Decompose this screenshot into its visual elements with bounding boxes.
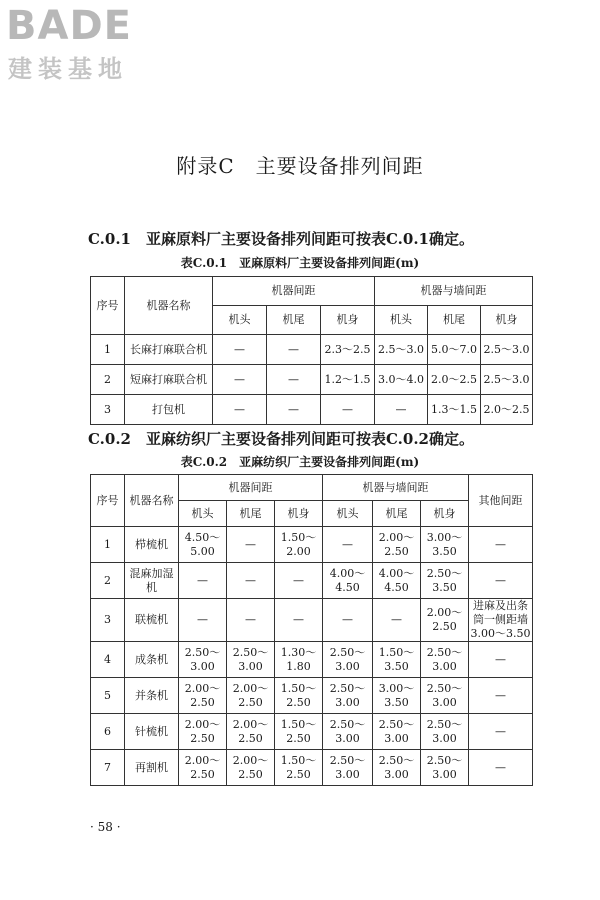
cell-value: 2.00～2.50	[227, 714, 275, 750]
cell-value: 2.50～3.00	[421, 642, 469, 678]
cell-value: 2.50～3.00	[323, 642, 373, 678]
subheader-head: 机头	[213, 306, 267, 335]
table-c01	[90, 276, 533, 425]
cell-value: 2.00～2.50	[227, 678, 275, 714]
cell-value: 2.50～3.00	[421, 750, 469, 786]
cell-value: 1.50～2.00	[275, 527, 323, 563]
cell-machine: 打包机	[125, 395, 213, 425]
cell-value: 1.30～1.80	[275, 642, 323, 678]
cell-value: —	[375, 395, 428, 425]
cell-machine: 联梳机	[125, 599, 179, 642]
cell-machine: 混麻加湿机	[125, 563, 179, 599]
header-wall-spacing: 机器与墙间距	[375, 277, 533, 306]
cell-value: —	[323, 527, 373, 563]
cell-value: 5.0～7.0	[428, 335, 481, 365]
cell-machine: 再割机	[125, 750, 179, 786]
cell-value: 3.00～3.50	[373, 678, 421, 714]
cell-value: 2.00～2.50	[421, 599, 469, 642]
cell-value: 2.00～2.50	[227, 750, 275, 786]
cell-seq: 5	[91, 678, 125, 714]
cell-other: —	[469, 714, 533, 750]
cell-other: —	[469, 563, 533, 599]
cell-seq: 2	[91, 365, 125, 395]
cell-value: 2.50～3.00	[179, 642, 227, 678]
cell-value: —	[179, 599, 227, 642]
cell-value: 2.50～3.00	[323, 678, 373, 714]
cell-seq: 6	[91, 714, 125, 750]
section-c02-text: C.0.2 亚麻纺织厂主要设备排列间距可按表C.0.2确定。	[88, 430, 474, 448]
cell-value: —	[267, 335, 321, 365]
header-seq: 序号	[91, 277, 125, 335]
subheader-body: 机身	[321, 306, 375, 335]
cell-other: —	[469, 750, 533, 786]
table-c02-caption: 表C.0.2 亚麻纺织厂主要设备排列间距(m)	[180, 455, 420, 469]
header-machine-name: 机器名称	[125, 475, 179, 527]
cell-value: 2.50～3.00	[323, 714, 373, 750]
cell-value: —	[213, 335, 267, 365]
appendix-title: 附录C 主要设备排列间距	[176, 154, 424, 178]
page-number: · 58 ·	[90, 820, 121, 834]
cell-value: 2.00～2.50	[179, 750, 227, 786]
cell-value: —	[267, 395, 321, 425]
cell-value: 2.50～3.50	[421, 563, 469, 599]
cell-value: 2.5～3.0	[481, 335, 533, 365]
cell-value: 2.50～3.00	[421, 714, 469, 750]
cell-value: 2.00～2.50	[179, 678, 227, 714]
cell-value: —	[275, 563, 323, 599]
cell-value: —	[179, 563, 227, 599]
cell-value: —	[321, 395, 375, 425]
subheader-body: 机身	[275, 501, 323, 527]
cell-value: —	[267, 365, 321, 395]
cell-seq: 4	[91, 642, 125, 678]
cell-value: 1.50～2.50	[275, 750, 323, 786]
cell-value: 2.50～3.00	[323, 750, 373, 786]
cell-value: 1.50～3.50	[373, 642, 421, 678]
table-row	[91, 642, 533, 678]
cell-other: 进麻及出条筒一侧距墙3.00～3.50	[469, 599, 533, 642]
cell-value: —	[275, 599, 323, 642]
subheader-head: 机头	[323, 501, 373, 527]
cell-seq: 3	[91, 599, 125, 642]
cell-machine: 长麻打麻联合机	[125, 335, 213, 365]
cell-other: —	[469, 527, 533, 563]
subheader-tail: 机尾	[428, 306, 481, 335]
cell-seq: 1	[91, 527, 125, 563]
cell-machine: 栉梳机	[125, 527, 179, 563]
cell-machine: 短麻打麻联合机	[125, 365, 213, 395]
header-other-spacing: 其他间距	[469, 475, 533, 527]
cell-value: 2.0～2.5	[481, 395, 533, 425]
table-row	[91, 750, 533, 786]
table-row	[91, 527, 533, 563]
subheader-body: 机身	[481, 306, 533, 335]
table-row	[91, 563, 533, 599]
cell-value: 2.5～3.0	[481, 365, 533, 395]
cell-seq: 2	[91, 563, 125, 599]
table-c02	[90, 474, 533, 786]
cell-value: —	[213, 395, 267, 425]
table-row	[91, 395, 533, 425]
cell-other: —	[469, 642, 533, 678]
table-row	[91, 335, 533, 365]
brand-logo-subtitle: 建装基地	[8, 55, 128, 83]
cell-value: 1.50～2.50	[275, 678, 323, 714]
cell-value: 2.0～2.5	[428, 365, 481, 395]
cell-value: 4.00～4.50	[373, 563, 421, 599]
cell-value: 4.50～5.00	[179, 527, 227, 563]
header-seq: 序号	[91, 475, 125, 527]
cell-value: —	[227, 563, 275, 599]
subheader-head: 机头	[375, 306, 428, 335]
cell-value: 2.5～3.0	[375, 335, 428, 365]
table-row	[91, 599, 533, 642]
table-row	[91, 365, 533, 395]
cell-value: —	[213, 365, 267, 395]
cell-value: —	[373, 599, 421, 642]
cell-value: 3.0～4.0	[375, 365, 428, 395]
cell-value: 1.50～2.50	[275, 714, 323, 750]
subheader-tail: 机尾	[227, 501, 275, 527]
table-row	[91, 678, 533, 714]
cell-value: 2.3～2.5	[321, 335, 375, 365]
cell-value: —	[227, 527, 275, 563]
cell-value: 2.00～2.50	[373, 527, 421, 563]
section-c01-text: C.0.1 亚麻原料厂主要设备排列间距可按表C.0.1确定。	[88, 230, 474, 248]
subheader-body: 机身	[421, 501, 469, 527]
cell-value: 1.3～1.5	[428, 395, 481, 425]
cell-value: —	[227, 599, 275, 642]
cell-value: 3.00～3.50	[421, 527, 469, 563]
cell-value: 2.50～3.00	[373, 750, 421, 786]
cell-machine: 并条机	[125, 678, 179, 714]
cell-value: 2.50～3.00	[373, 714, 421, 750]
header-machine-spacing: 机器间距	[179, 475, 323, 501]
cell-seq: 7	[91, 750, 125, 786]
table-c01-caption: 表C.0.1 亚麻原料厂主要设备排列间距(m)	[180, 256, 420, 270]
cell-value: 2.00～2.50	[179, 714, 227, 750]
cell-value: 2.50～3.00	[227, 642, 275, 678]
cell-other: —	[469, 678, 533, 714]
table-row	[91, 714, 533, 750]
cell-value: 4.00～4.50	[323, 563, 373, 599]
cell-seq: 1	[91, 335, 125, 365]
brand-logo: BADE	[6, 3, 132, 49]
cell-value: 2.50～3.00	[421, 678, 469, 714]
cell-seq: 3	[91, 395, 125, 425]
subheader-head: 机头	[179, 501, 227, 527]
cell-value: —	[323, 599, 373, 642]
subheader-tail: 机尾	[267, 306, 321, 335]
header-machine-spacing: 机器间距	[213, 277, 375, 306]
cell-value: 1.2～1.5	[321, 365, 375, 395]
subheader-tail: 机尾	[373, 501, 421, 527]
header-machine-name: 机器名称	[125, 277, 213, 335]
header-wall-spacing: 机器与墙间距	[323, 475, 469, 501]
cell-machine: 针梳机	[125, 714, 179, 750]
cell-machine: 成条机	[125, 642, 179, 678]
